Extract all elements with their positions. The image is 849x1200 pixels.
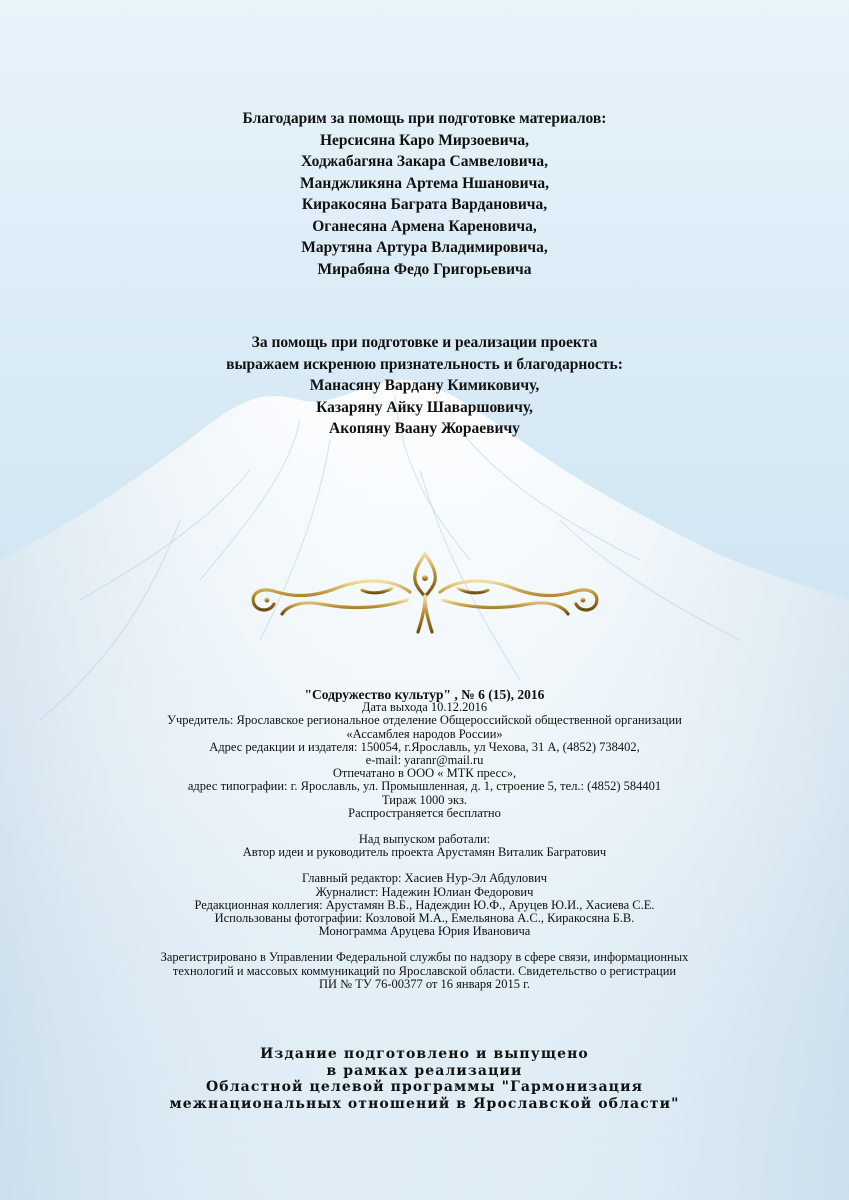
imprint-line: Тираж 1000 экз. xyxy=(381,792,468,807)
imprint-line: технологий и массовых коммуникаций по Ярославской области. Свидетельство о регистрации xyxy=(172,963,677,978)
imprint-line: Учредитель: Ярославское региональное отделение Общероссийской общественной организации xyxy=(167,713,682,728)
imprint-line: Журналист: Надежин Юлиан Федорович xyxy=(315,884,534,899)
imprint-line: Отпечатано в ООО « МТК пресс», xyxy=(332,766,517,781)
imprint-line: Распространяется бесплатно xyxy=(348,805,501,820)
thanks-name: Манджликяна Артема Ншановича, xyxy=(300,174,549,192)
thanks-name: Киракосяна Баграта Вардановича, xyxy=(301,196,548,213)
imprint-line: Монограмма Аруцева Юрия Ивановича xyxy=(318,924,531,939)
thanks-name: Ходжабагяна Закара Самвеловича, xyxy=(300,153,549,170)
imprint-line: ПИ № ТУ 76-00377 от 16 января 2015 г. xyxy=(319,976,530,991)
program-footer xyxy=(0,1046,849,1112)
imprint-line: Редакционная коллегия: Арустамян В.Б., Надеждин Ю.Ф., Аруцев Ю.И., Хасиева С.Е. xyxy=(194,897,655,912)
imprint-line: Зарегистрировано в Управлении Федеральной службы по надзору в сфере связи, информационных xyxy=(160,950,689,965)
thanks-name: Казаряну Айку Шаваршовичу, xyxy=(316,398,533,416)
thanks-name: Мирабяна Федо Григорьевича xyxy=(317,260,532,278)
footer-line: межнациональных отношений в Ярославской области" xyxy=(169,1095,680,1112)
imprint-title: "Содружество культур" , № 6 (15), 2016 xyxy=(304,687,545,702)
imprint-line: Использованы фотографии: Козловой М.А., Емельянова А.С., Киракосяна Б.В. xyxy=(214,911,635,926)
imprint-line: Адрес редакции и издателя: 150054, г.Ярославль, ул Чехова, 31 А, (4852) 738402, xyxy=(209,739,640,754)
gold-scroll-ornament-icon xyxy=(242,548,608,634)
thanks-project-section xyxy=(0,332,849,440)
imprint-line: Автор идеи и руководитель проекта Арустамян Виталик Багратович xyxy=(242,845,607,860)
thanks-project-heading-1: За помощь при подготовке и реализации проекта xyxy=(251,334,598,351)
thanks-project-heading-2: выражаем искренюю признательность и благодарность: xyxy=(226,355,623,373)
thanks-name: Нерсисяна Каро Мирзоевича, xyxy=(319,131,530,149)
imprint-line: Дата выхода 10.12.2016 xyxy=(361,700,488,715)
imprint-line: Главный редактор: Хасиев Нур-Эл Абдулович xyxy=(301,871,548,886)
thanks-name: Манасяну Вардану Кимиковичу, xyxy=(309,377,540,394)
imprint-section xyxy=(0,688,849,991)
footer-line: Областной целевой программы "Гармонизация xyxy=(205,1079,644,1095)
thanks-name: Акопяну Ваану Жораевичу xyxy=(329,420,520,437)
imprint-line: «Ассамблея народов России» xyxy=(346,726,503,741)
footer-line: в рамках реализации xyxy=(326,1062,523,1079)
thanks-name: Оганесяна Армена Кареновича, xyxy=(312,217,537,235)
thanks-materials-heading: Благодарим за помощь при подготовке материалов: xyxy=(242,110,607,127)
imprint-line: Над выпуском работали: xyxy=(358,832,491,847)
thanks-name: Марутяна Артура Владимировича, xyxy=(301,239,548,256)
imprint-line: адрес типографии: г. Ярославль, ул. Промышленная, д. 1, строение 5, тел.: (4852) 584401 xyxy=(187,779,662,794)
thanks-materials-section xyxy=(0,108,849,280)
footer-line: Издание подготовлено и выпущено xyxy=(260,1046,589,1062)
imprint-line: e-mail: yaranr@mail.ru xyxy=(365,753,484,768)
